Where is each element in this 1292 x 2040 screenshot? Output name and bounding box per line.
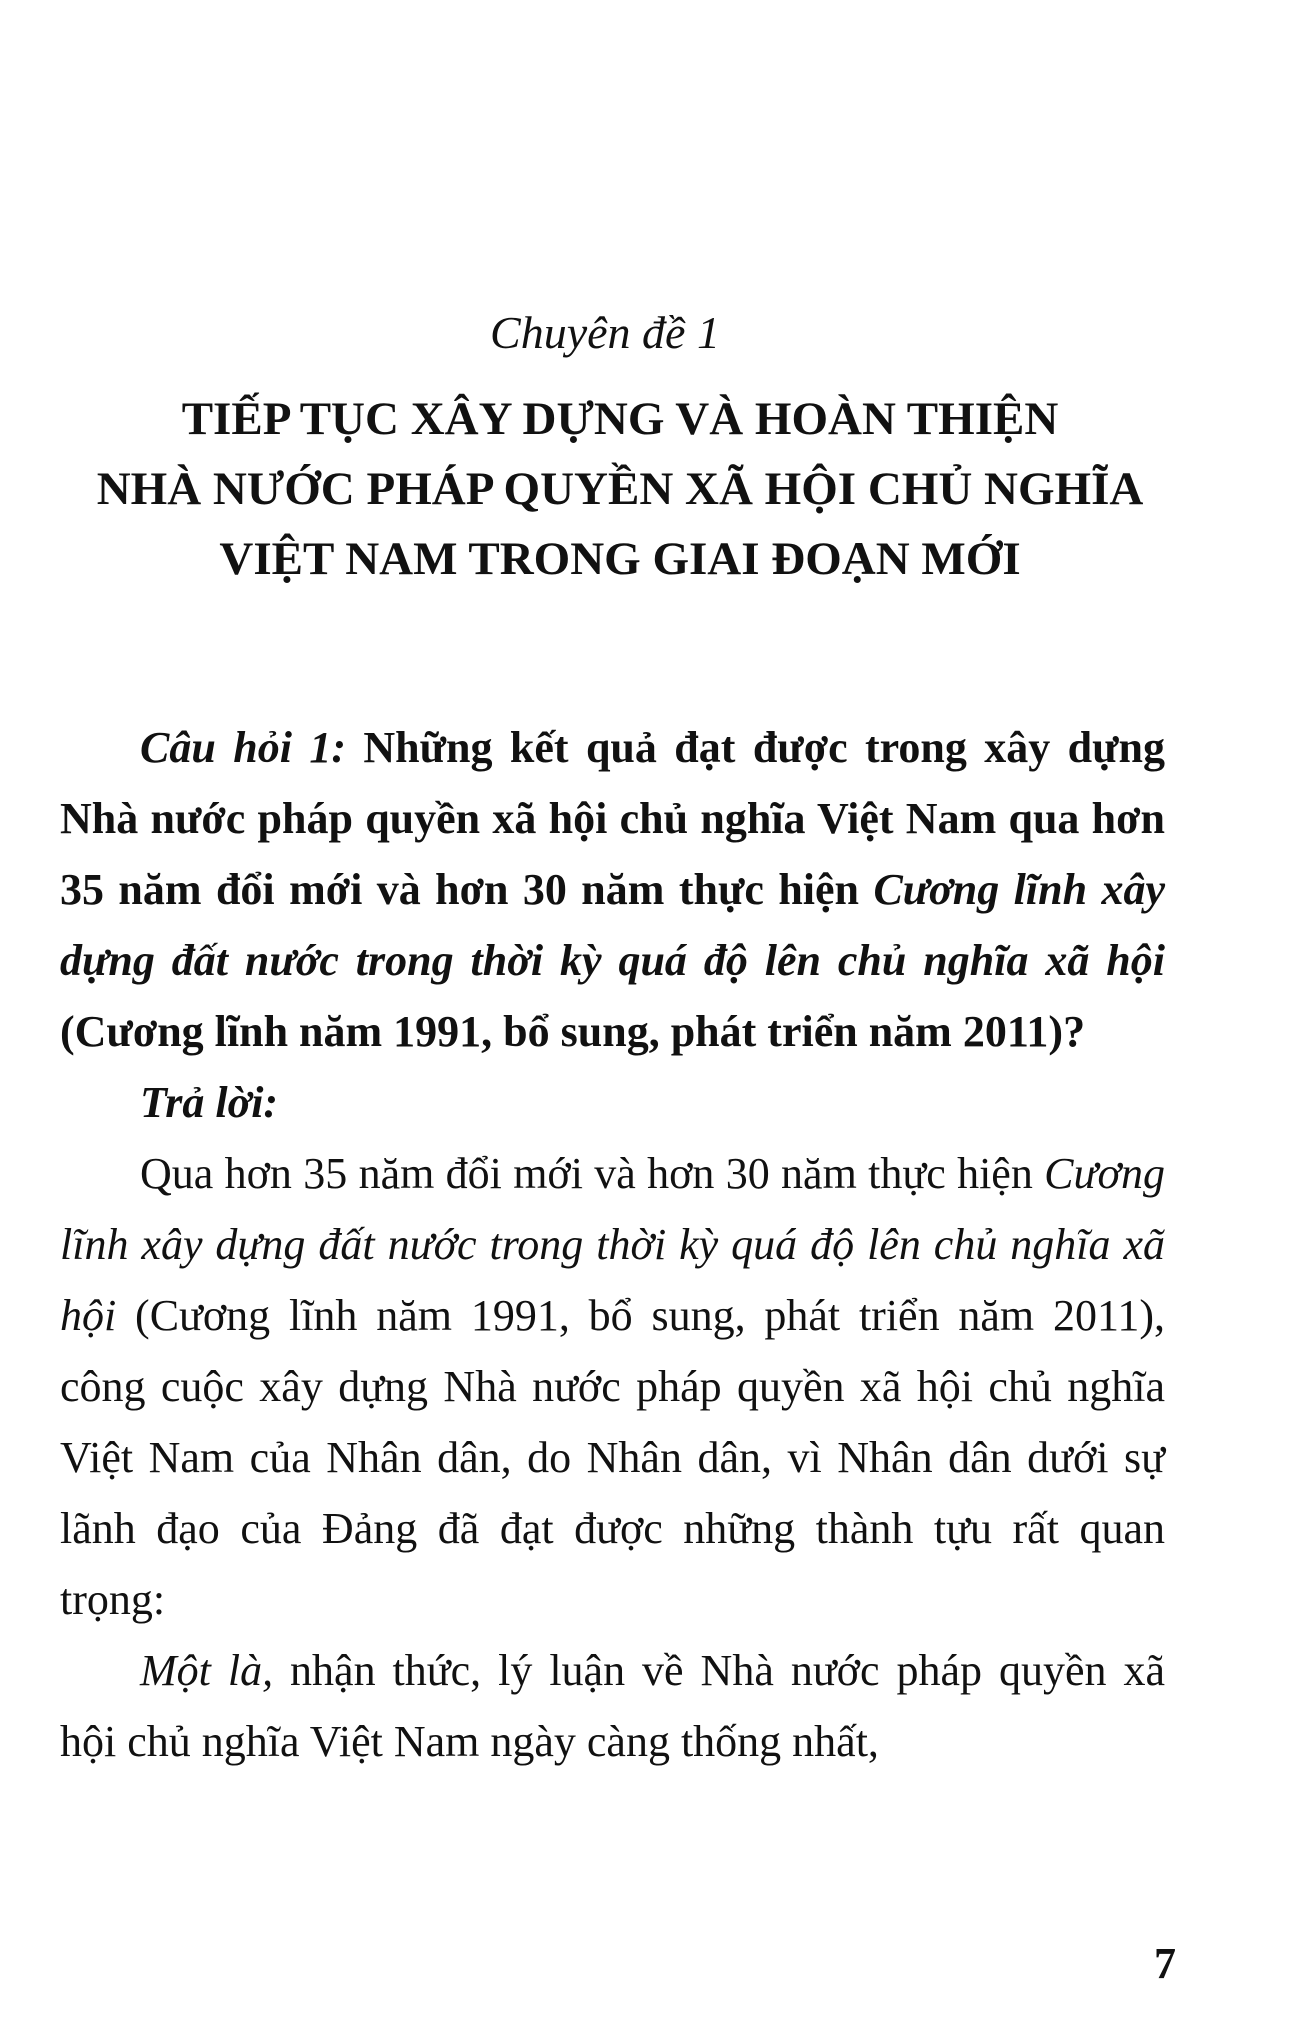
- answer-paragraph-1: [60, 1138, 1165, 1635]
- title-line: VIỆT NAM TRONG GIAI ĐOẠN MỚI: [219, 533, 1021, 585]
- question-label: Câu hỏi 1:: [140, 723, 346, 772]
- answer-label: Trả lời:: [140, 1078, 279, 1127]
- paragraph-2-italic: Một là,: [140, 1646, 274, 1695]
- chapter-subtitle: Chuyên đề 1: [490, 307, 720, 358]
- paragraph-1-text-1: Qua hơn 35 năm đổi mới và hơn 30 năm thực hiện: [140, 1149, 1045, 1198]
- question-italic-title: Cương lĩnh xây dựng đất nước trong thời kỳ quá độ lên chủ nghĩa xã hội: [60, 865, 1165, 985]
- chapter-title: [60, 384, 1180, 594]
- answer-paragraph-2: [60, 1635, 1165, 1777]
- page-number: 7: [1154, 1939, 1176, 1988]
- paragraph-2-text: nhận thức, lý luận về Nhà nước pháp quyền xã hội chủ nghĩa Việt Nam ngày càng thống nhất,: [60, 1646, 1165, 1766]
- page-body: [60, 712, 1165, 1777]
- paragraph-1-italic: Cương lĩnh xây dựng đất nước trong thời kỳ quá độ lên chủ nghĩa xã hội: [60, 1149, 1165, 1340]
- question-text-2: (Cương lĩnh năm 1991, bổ sung, phát triển năm 2011)?: [60, 1007, 1086, 1056]
- title-line: NHÀ NƯỚC PHÁP QUYỀN XÃ HỘI CHỦ NGHĨA: [96, 463, 1144, 515]
- question-text-1: Những kết quả đạt được trong xây dựng Nhà nước pháp quyền xã hội chủ nghĩa Việt Nam qua hơn 35 năm đổi mới và hơn 30 năm thực hiện: [60, 723, 1166, 914]
- question-paragraph: [60, 712, 1165, 1067]
- title-line: TIẾP TỤC XÂY DỰNG VÀ HOÀN THIỆN: [181, 393, 1059, 445]
- paragraph-1-text-2: (Cương lĩnh năm 1991, bổ sung, phát triển năm 2011), công cuộc xây dựng Nhà nước pháp quyền xã hội chủ nghĩa Việt Nam của Nhân dân, do Nhân dân, vì Nhân dân dưới sự lãnh đạo của Đảng đã đạt được những thành tựu rất quan trọng:: [60, 1291, 1165, 1624]
